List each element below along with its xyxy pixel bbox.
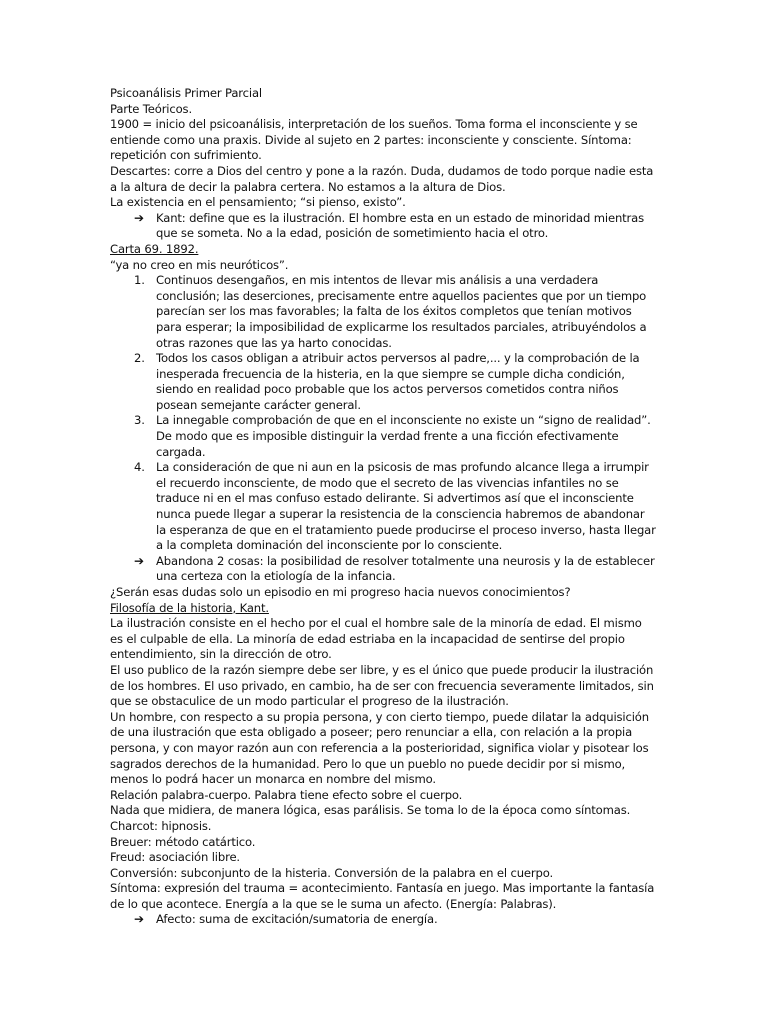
paragraph: 1900 = inicio del psicoanálisis, interpretación de los sueños. Toma forma el inconsciente y se entiende como una praxis. Divide al sujeto en 2 partes: inconsciente y consciente. Síntoma: repetición con sufrimiento. — [110, 117, 638, 163]
numbered-item — [110, 273, 658, 351]
paragraph: Breuer: método catártico. — [110, 834, 256, 849]
item-text: La innegable comprobación de que en el inconsciente no existe un “signo de realidad”. De modo que es imposible distinguir la verdad frente a una ficción efectivamente cargada. — [156, 413, 651, 459]
arrow-bullet-item — [110, 554, 658, 585]
section-heading: Carta 69. 1892. — [110, 241, 199, 256]
document-subtitle: Parte Teóricos. — [110, 101, 192, 116]
numbered-item — [110, 413, 658, 460]
item-text: Continuos desengaños, en mis intentos de llevar mis análisis a una verdadera conclusión; las deserciones, precisamente entre aquellos pacientes que por un tiempo parecían ser los mas favorables; la falta de los éxitos completos que tenían motivos para esperar; la imposibilidad de explicarme los resultados parciales, atribuyéndolos a otras razones que las ya harto conocidas. — [156, 273, 647, 350]
quote: “ya no creo en mis neuróticos”. — [110, 257, 289, 272]
paragraph: Charcot: hipnosis. — [110, 818, 212, 833]
paragraph: Descartes: corre a Dios del centro y pone a la razón. Duda, dudamos de todo porque nadie esta a la altura de decir la palabra certera. No estamos a la altura de Dios. — [110, 163, 654, 194]
item-number: 4. — [134, 460, 145, 475]
paragraph: ¿Serán esas dudas solo un episodio en mi progreso hacia nuevos conocimientos? — [110, 585, 571, 599]
paragraph: La existencia en el pensamiento; “si pienso, existo”. — [110, 195, 406, 210]
bullet-text: Abandona 2 cosas: la posibilidad de resolver totalmente una neurosis y la de establecer una certeza con la etiología de la infancia. — [156, 553, 655, 584]
document-page — [110, 86, 658, 928]
paragraph: Un hombre, con respecto a su propia persona, y con cierto tiempo, puede dilatar la adquisición de una ilustración que esta obligado a poseer; pero renunciar a ella, con relación a la propia persona, y con mayor razón aun con referencia a la posterioridad, significa violar y pisotear los sagrados derechos de la humanidad. Pero lo que un pueblo no puede decidir por si mismo, menos lo podrá hacer un monarca en nombre del mismo. — [110, 709, 649, 787]
paragraph: Conversión: subconjunto de la histeria. Conversión de la palabra en el cuerpo. — [110, 865, 553, 880]
arrow-bullet-item — [110, 912, 658, 928]
numbered-item — [110, 460, 658, 554]
bullet-text: Kant: define que es la ilustración. El hombre esta en un estado de minoridad mientras que se someta. No a la edad, posición de sometimiento hacia el otro. — [156, 210, 645, 241]
item-number: 1. — [134, 273, 145, 288]
item-text: La consideración de que ni aun en la psicosis de mas profundo alcance llega a irrumpir el recuerdo inconsciente, de modo que el secreto de las vivencias infantiles no se traduce ni en el mas confuso estado delirante. Si advertimos así que el inconsciente nunca puede llegar a superar la resistencia de la consciencia habremos de abandonar la esperanza de que en el tratamiento puede producirse el proceso inverso, hasta llegar a la completa dominación del inconsciente por lo consciente. — [156, 460, 656, 553]
section-heading: Filosofía de la historia, Kant. — [110, 600, 269, 615]
paragraph: Freud: asociación libre. — [110, 850, 240, 865]
arrow-right-icon: ➔ — [134, 912, 144, 927]
item-text: Todos los casos obligan a atribuir actos perversos al padre,... y la comprobación de la inesperada frecuencia de la histeria, en la que siempre se cumple dicha condición, siendo en realidad poco probable que los actos perversos cometidos contra niños posean semejante carácter general. — [156, 351, 640, 412]
arrow-right-icon: ➔ — [134, 210, 144, 225]
paragraph: La ilustración consiste en el hecho por el cual el hombre sale de la minoría de edad. El mismo es el culpable de ella. La minoría de edad estriaba en la incapacidad de sentirse del propio entendimiento, sin la dirección de otro. — [110, 616, 642, 662]
item-number: 3. — [134, 413, 145, 428]
numbered-item — [110, 351, 658, 413]
arrow-right-icon: ➔ — [134, 553, 144, 568]
paragraph: Relación palabra-cuerpo. Palabra tiene efecto sobre el cuerpo. — [110, 787, 463, 802]
arrow-bullet-item — [110, 211, 658, 242]
paragraph: El uso publico de la razón siempre debe ser libre, y es el único que puede producir la ilustración de los hombres. El uso privado, en cambio, ha de ser con frecuencia severamente limitados, sin que se obstaculice de un modo particular el progreso de la ilustración. — [110, 662, 654, 709]
paragraph: Síntoma: expresión del trauma = acontecimiento. Fantasía en juego. Mas importante la fantasía de lo que acontece. Energía a la que se le suma un afecto. (Energía: Palabras). — [110, 881, 655, 911]
document-title: Psicoanálisis Primer Parcial — [110, 86, 262, 100]
item-number: 2. — [134, 351, 145, 366]
paragraph: Nada que midiera, de manera lógica, esas parálisis. Se toma lo de la época como síntomas. — [110, 803, 631, 818]
bullet-text: Afecto: suma de excitación/sumatoria de energía. — [156, 912, 438, 927]
